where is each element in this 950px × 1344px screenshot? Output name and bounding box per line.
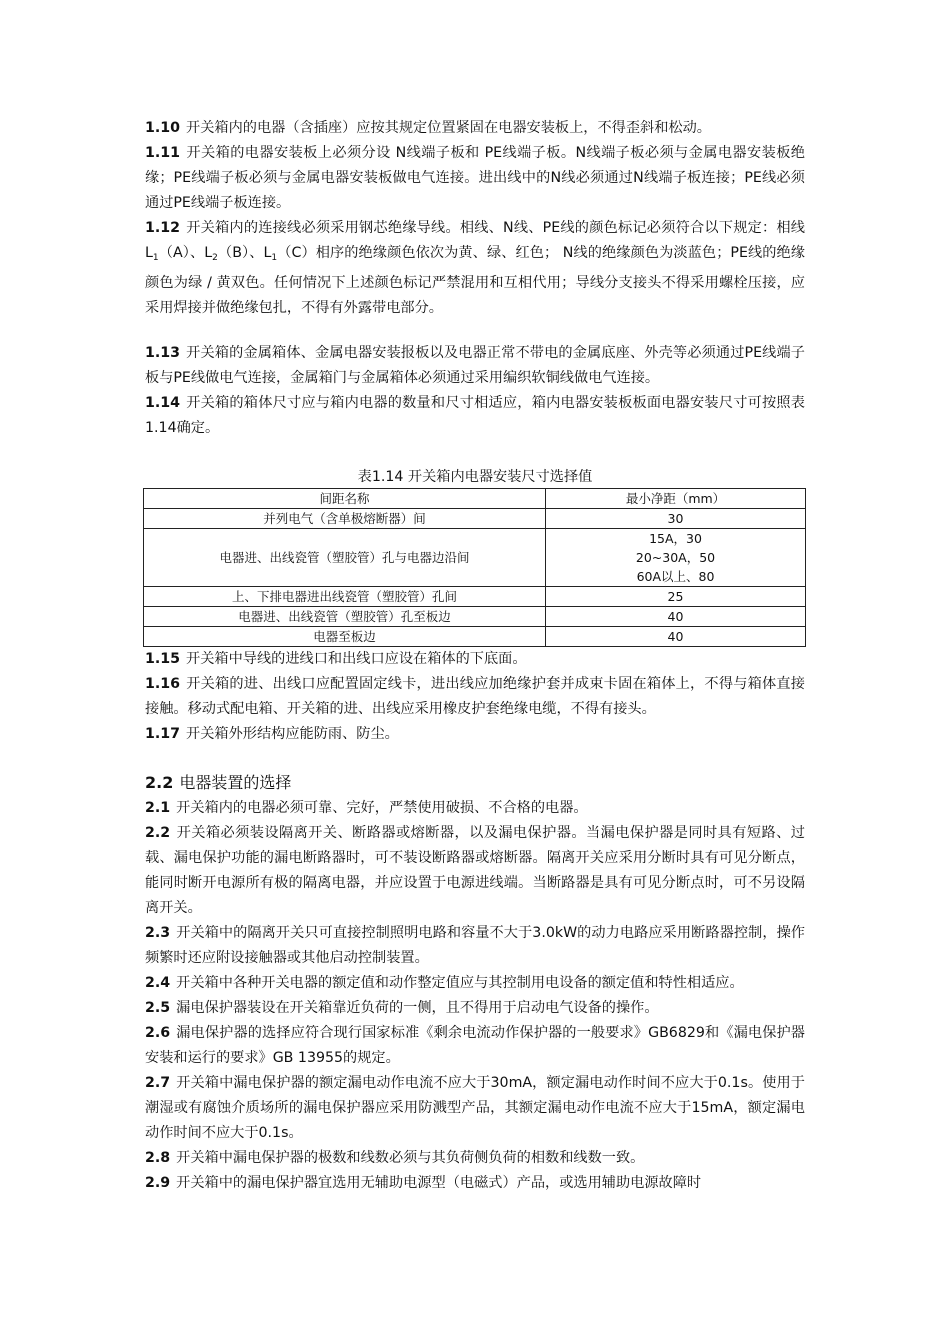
clause-1-12-block — [145, 216, 805, 321]
clause-number: 2.8 — [145, 1150, 171, 1166]
clause-text: 漏电保护器装设在开关箱靠近负荷的一侧，且不得用于启动电气设备的操作。 — [176, 1000, 659, 1016]
section-heading-block — [145, 770, 805, 795]
clause-1-17 — [145, 722, 805, 747]
clause-1-16 — [145, 672, 805, 722]
clause-text: 开关箱的电器安装板上必须分设 N线端子板和 PE线端子板。N线端子板必须与金属电器安装板绝缘；PE线端子板必须与金属电器安装板做电气连接。进出线中的N线必须通过N线端子板连接；PE线必须通过PE线端子板连接。 — [145, 145, 805, 211]
value-line: 60A以上、80 — [636, 569, 715, 584]
clause-text: 开关箱外形结构应能防雨、防尘。 — [186, 726, 399, 742]
clauses-1-13-to-1-14 — [145, 341, 805, 441]
table-cell-name: 并列电气（含单极熔断器）间 — [144, 509, 546, 529]
table-cell-name: 电器至板边 — [144, 627, 546, 647]
clause-number: 2.7 — [145, 1075, 171, 1091]
clause-text: 开关箱中各种开关电器的额定值和动作整定值应与其控制用电设备的额定值和特性相适应。 — [176, 975, 744, 991]
clause-number: 1.13 — [145, 345, 181, 361]
clause-2-5 — [145, 996, 805, 1021]
clause-text: 开关箱内的电器必须可靠、完好，严禁使用破损、不合格的电器。 — [176, 800, 588, 816]
clause-number: 2.2 — [145, 825, 171, 841]
clause-1-11 — [145, 141, 805, 216]
clause-2-3 — [145, 921, 805, 971]
clause-text: 开关箱内的电器（含插座）应按其规定位置紧固在电器安装板上，不得歪斜和松动。 — [186, 120, 711, 136]
clauses-1-15-to-1-17 — [145, 647, 805, 747]
table-cell-value: 25 — [546, 587, 806, 607]
table-header-name: 间距名称 — [144, 489, 546, 509]
section-heading — [145, 770, 805, 795]
clause-text-b: （B）、L — [217, 245, 272, 261]
table-header-row — [144, 489, 806, 509]
value-line: 15A，30 — [649, 531, 702, 546]
value-line: 20~30A，50 — [635, 550, 716, 565]
section-title-text: 电器装置的选择 — [179, 773, 292, 792]
clause-2-8 — [145, 1146, 805, 1171]
table-cell-name: 上、下排电器进出线瓷管（塑胶管）孔间 — [144, 587, 546, 607]
clause-2-9 — [145, 1171, 805, 1196]
clause-text: 漏电保护器的选择应符合现行国家标准《剩余电流动作保护器的一般要求》GB6829和《漏电保护器安装和运行的要求》GB 13955的规定。 — [145, 1025, 805, 1066]
clause-1-10 — [145, 116, 805, 141]
clauses-1-10-to-1-11 — [145, 116, 805, 216]
clause-number: 2.9 — [145, 1175, 171, 1191]
clause-1-15 — [145, 647, 805, 672]
clause-2-6 — [145, 1021, 805, 1071]
subscript: 1 — [152, 253, 159, 263]
table-row — [144, 587, 806, 607]
clause-number: 1.15 — [145, 651, 181, 667]
clause-number: 1.12 — [145, 220, 181, 236]
clause-text: 开关箱中导线的进线口和出线口应设在箱体的下底面。 — [186, 651, 527, 667]
spacing-table — [143, 488, 806, 647]
table-header-value: 最小净距（mm） — [546, 489, 806, 509]
clause-1-12 — [145, 216, 805, 321]
table-caption: 表1.14 开关箱内电器安装尺寸选择值 — [357, 469, 593, 485]
table-cell-name: 电器进、出线瓷管（塑胶管）孔至板边 — [144, 607, 546, 627]
clause-text: 开关箱中漏电保护器的额定漏电动作电流不应大于30mA，额定漏电动作时间不应大于0.1s。使用于潮湿或有腐蚀介质场所的漏电保护器应采用防溅型产品，其额定漏电动作电流不应大于15mA，额定漏电动作时间不应大于0.1s。 — [145, 1075, 805, 1141]
clause-number: 1.16 — [145, 676, 181, 692]
table-row — [144, 627, 806, 647]
table-row — [144, 607, 806, 627]
clause-text: 开关箱的进、出线口应配置固定线卡，进出线应加绝缘护套并成束卡固在箱体上，不得与箱体直接接触。移动式配电箱、开关箱的进、出线应采用橡皮护套绝缘电缆，不得有接头。 — [145, 676, 805, 717]
table-row — [144, 529, 806, 587]
clause-1-13 — [145, 341, 805, 391]
clause-2-7 — [145, 1071, 805, 1146]
clause-number: 1.17 — [145, 726, 181, 742]
clause-number: 2.6 — [145, 1025, 171, 1041]
table-cell-name: 电器进、出线瓷管（塑胶管）孔与电器边沿间 — [144, 529, 546, 587]
clauses-2-1-to-2-9 — [145, 796, 805, 1196]
clause-2-2 — [145, 821, 805, 921]
table-cell-value: 40 — [546, 607, 806, 627]
clause-text: 开关箱中的漏电保护器宜选用无辅助电源型（电磁式）产品，或选用辅助电源故障时 — [176, 1175, 702, 1191]
clause-text: 开关箱中漏电保护器的极数和线数必须与其负荷侧负荷的相数和线数一致。 — [176, 1150, 645, 1166]
clause-text: 开关箱中的隔离开关只可直接控制照明电路和容量不大于3.0kW的动力电路应采用断路器控制，操作频繁时还应附设接触器或其他启动控制装置。 — [145, 925, 805, 966]
table-cell-value: 30 — [546, 509, 806, 529]
section-number: 2.2 — [145, 773, 174, 792]
clause-text-a: （A）、L — [158, 245, 213, 261]
table-cell-value — [546, 529, 806, 587]
clause-text-post: （C）相序的绝缘颜色依次为黄、绿、红色； N线的绝缘颜色为淡蓝色；PE线的绝缘颜色为绿 / 黄双色。任何情况下上述颜色标记严禁混用和互相代用；导线分支接头不得采用螺栓压接，应采用焊接并做绝缘包扎，不得有外露带电部分。 — [145, 245, 805, 316]
table-row — [144, 509, 806, 529]
clause-number: 2.1 — [145, 800, 171, 816]
clause-number: 1.11 — [145, 145, 181, 161]
clause-2-4 — [145, 971, 805, 996]
clause-number: 2.4 — [145, 975, 171, 991]
clause-text: 开关箱的箱体尺寸应与箱内电器的数量和尺寸相适应，箱内电器安装板板面电器安装尺寸可按照表1.14确定。 — [145, 395, 805, 436]
clause-text: 开关箱的金属箱体、金属电器安装报板以及电器正常不带电的金属底座、外壳等必须通过PE线端子板与PE线做电气连接，金属箱门与金属箱体必须通过采用编织软铜线做电气连接。 — [145, 345, 805, 386]
clause-text-pre: 开关箱内的连接线必须采用钢芯绝缘导线。相线、N线、PE线的颜色标记必须符合以下规定：相线L — [145, 220, 805, 261]
subscript: 1 — [271, 253, 278, 263]
table-cell-value: 40 — [546, 627, 806, 647]
clause-number: 2.5 — [145, 1000, 171, 1016]
clause-number: 1.10 — [145, 120, 181, 136]
clause-text: 开关箱必须装设隔离开关、断路器或熔断器，以及漏电保护器。当漏电保护器是同时具有短路、过载、漏电保护功能的漏电断路器时，可不装设断路器或熔断器。隔离开关应采用分断时具有可见分断点，能同时断开电源所有极的隔离电器，并应设置于电源进线端。当断路器是具有可见分断点时，可不另设隔离开关。 — [145, 825, 805, 916]
clause-number: 2.3 — [145, 925, 171, 941]
clause-1-14 — [145, 391, 805, 441]
clause-2-1 — [145, 796, 805, 821]
subscript: 2 — [212, 253, 218, 263]
clause-number: 1.14 — [145, 395, 181, 411]
